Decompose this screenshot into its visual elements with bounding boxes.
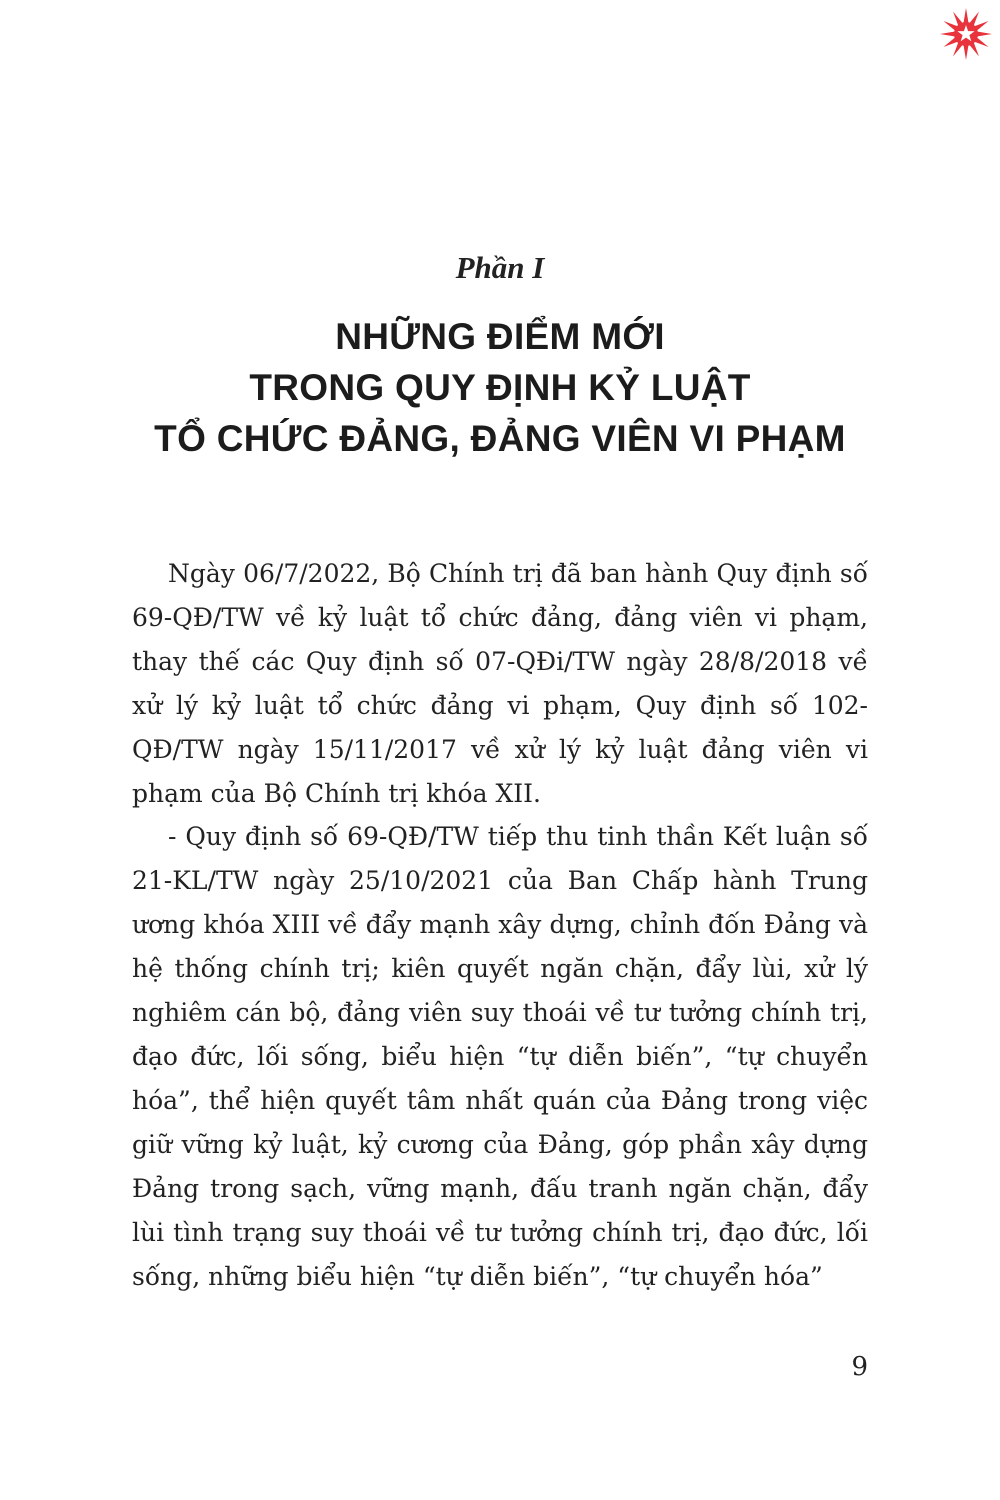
chapter-title-line: TỔ CHỨC ĐẢNG, ĐẢNG VIÊN VI PHẠM: [154, 418, 846, 459]
body-text: [132, 552, 868, 1298]
chapter-title: [0, 311, 1000, 464]
paragraph: - Quy định số 69-QĐ/TW tiếp thu tinh thần Kết luận số 21-KL/TW ngày 25/10/2021 của Ban Chấp hành Trung ương khóa XIII về đẩy mạnh xây dựng, chỉnh đốn Đảng và hệ thống chính trị; kiên quyết ngăn chặn, đẩy lùi, xử lý nghiêm cán bộ, đảng viên suy thoái về tư tưởng chính trị, đạo đức, lối sống, biểu hiện “tự diễn biến”, “tự chuyển hóa”, thể hiện quyết tâm nhất quán của Đảng trong việc giữ vững kỷ luật, kỷ cương của Đảng, góp phần xây dựng Đảng trong sạch, vững mạnh, đấu tranh ngăn chặn, đẩy lùi tình trạng suy thoái về tư tưởng chính trị, đạo đức, lối sống, những biểu hiện “tự diễn biến”, “tự chuyển hóa”: [132, 822, 868, 1291]
part-label: Phần I: [455, 250, 545, 285]
page-number: 9: [851, 1352, 868, 1382]
paragraph: Ngày 06/7/2022, Bộ Chính trị đã ban hành Quy định số 69-QĐ/TW về kỷ luật tổ chức đảng, đảng viên vi phạm, thay thế các Quy định số 07-QĐi/TW ngày 28/8/2018 về xử lý kỷ luật tổ chức đảng vi phạm, Quy định số 102-QĐ/TW ngày 15/11/2017 về xử lý kỷ luật đảng viên vi phạm của Bộ Chính trị khóa XII.: [132, 559, 868, 808]
chapter-title-line: TRONG QUY ĐỊNH KỶ LUẬT: [249, 367, 751, 408]
chapter-title-line: NHỮNG ĐIỂM MỚI: [335, 316, 665, 357]
publisher-logo-icon: [938, 6, 994, 62]
